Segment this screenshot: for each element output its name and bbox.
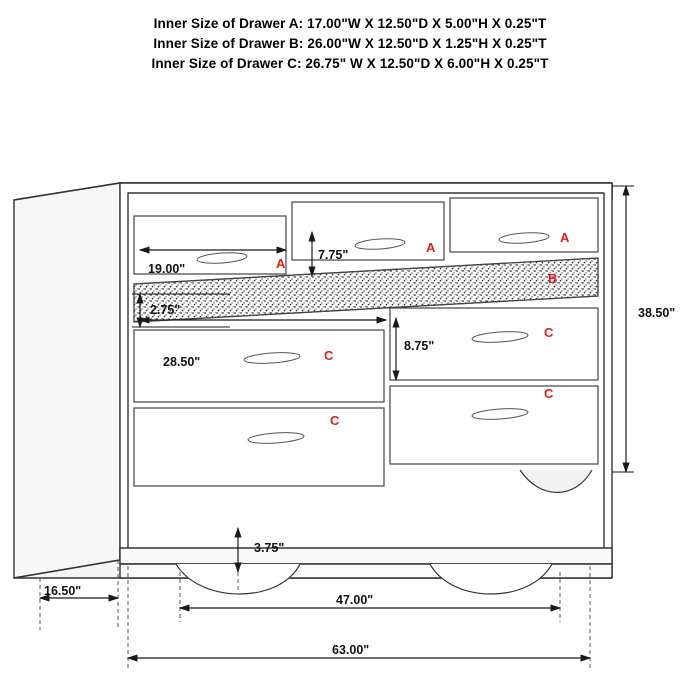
- dim-drawer-a-width: 19.00": [148, 262, 186, 276]
- label-drawer-c-left-top: C: [324, 348, 334, 363]
- label-drawer-b: B: [548, 271, 558, 286]
- dim-depth: 16.50": [44, 584, 82, 598]
- dim-total-width: 63.00": [332, 643, 370, 657]
- drawer-a-middle: [292, 202, 444, 260]
- dim-drawer-a-height: 7.75": [318, 248, 349, 262]
- label-drawer-a-left: A: [276, 256, 286, 271]
- spec-line-a: Inner Size of Drawer A: 17.00"W X 12.50"D X 5.00"H X 0.25"T: [153, 16, 547, 31]
- dim-leg-height: 3.75": [254, 541, 285, 555]
- label-drawer-a-right: A: [560, 230, 570, 245]
- label-drawer-c-left-bottom: C: [330, 413, 340, 428]
- dim-drawer-c-height: 8.75": [404, 339, 435, 353]
- drawer-c-left-bottom: [134, 408, 384, 486]
- spec-line-c: Inner Size of Drawer C: 26.75" W X 12.50"D X 6.00"H X 0.25"T: [151, 56, 549, 71]
- label-drawer-c-right-bottom: C: [544, 386, 554, 401]
- drawer-a-right: [450, 198, 598, 252]
- dim-inner-width: 47.00": [336, 593, 374, 607]
- dim-drawer-c-width: 28.50": [163, 355, 201, 369]
- dim-drawer-b-height: 2.75": [150, 303, 181, 317]
- spec-line-b: Inner Size of Drawer B: 26.00"W X 12.50"D X 1.25"H X 0.25"T: [153, 36, 547, 51]
- label-drawer-a-middle: A: [426, 240, 436, 255]
- drawer-c-right-bottom: [390, 386, 598, 464]
- dim-total-height: 38.50": [638, 306, 676, 320]
- label-drawer-c-right-top: C: [544, 325, 554, 340]
